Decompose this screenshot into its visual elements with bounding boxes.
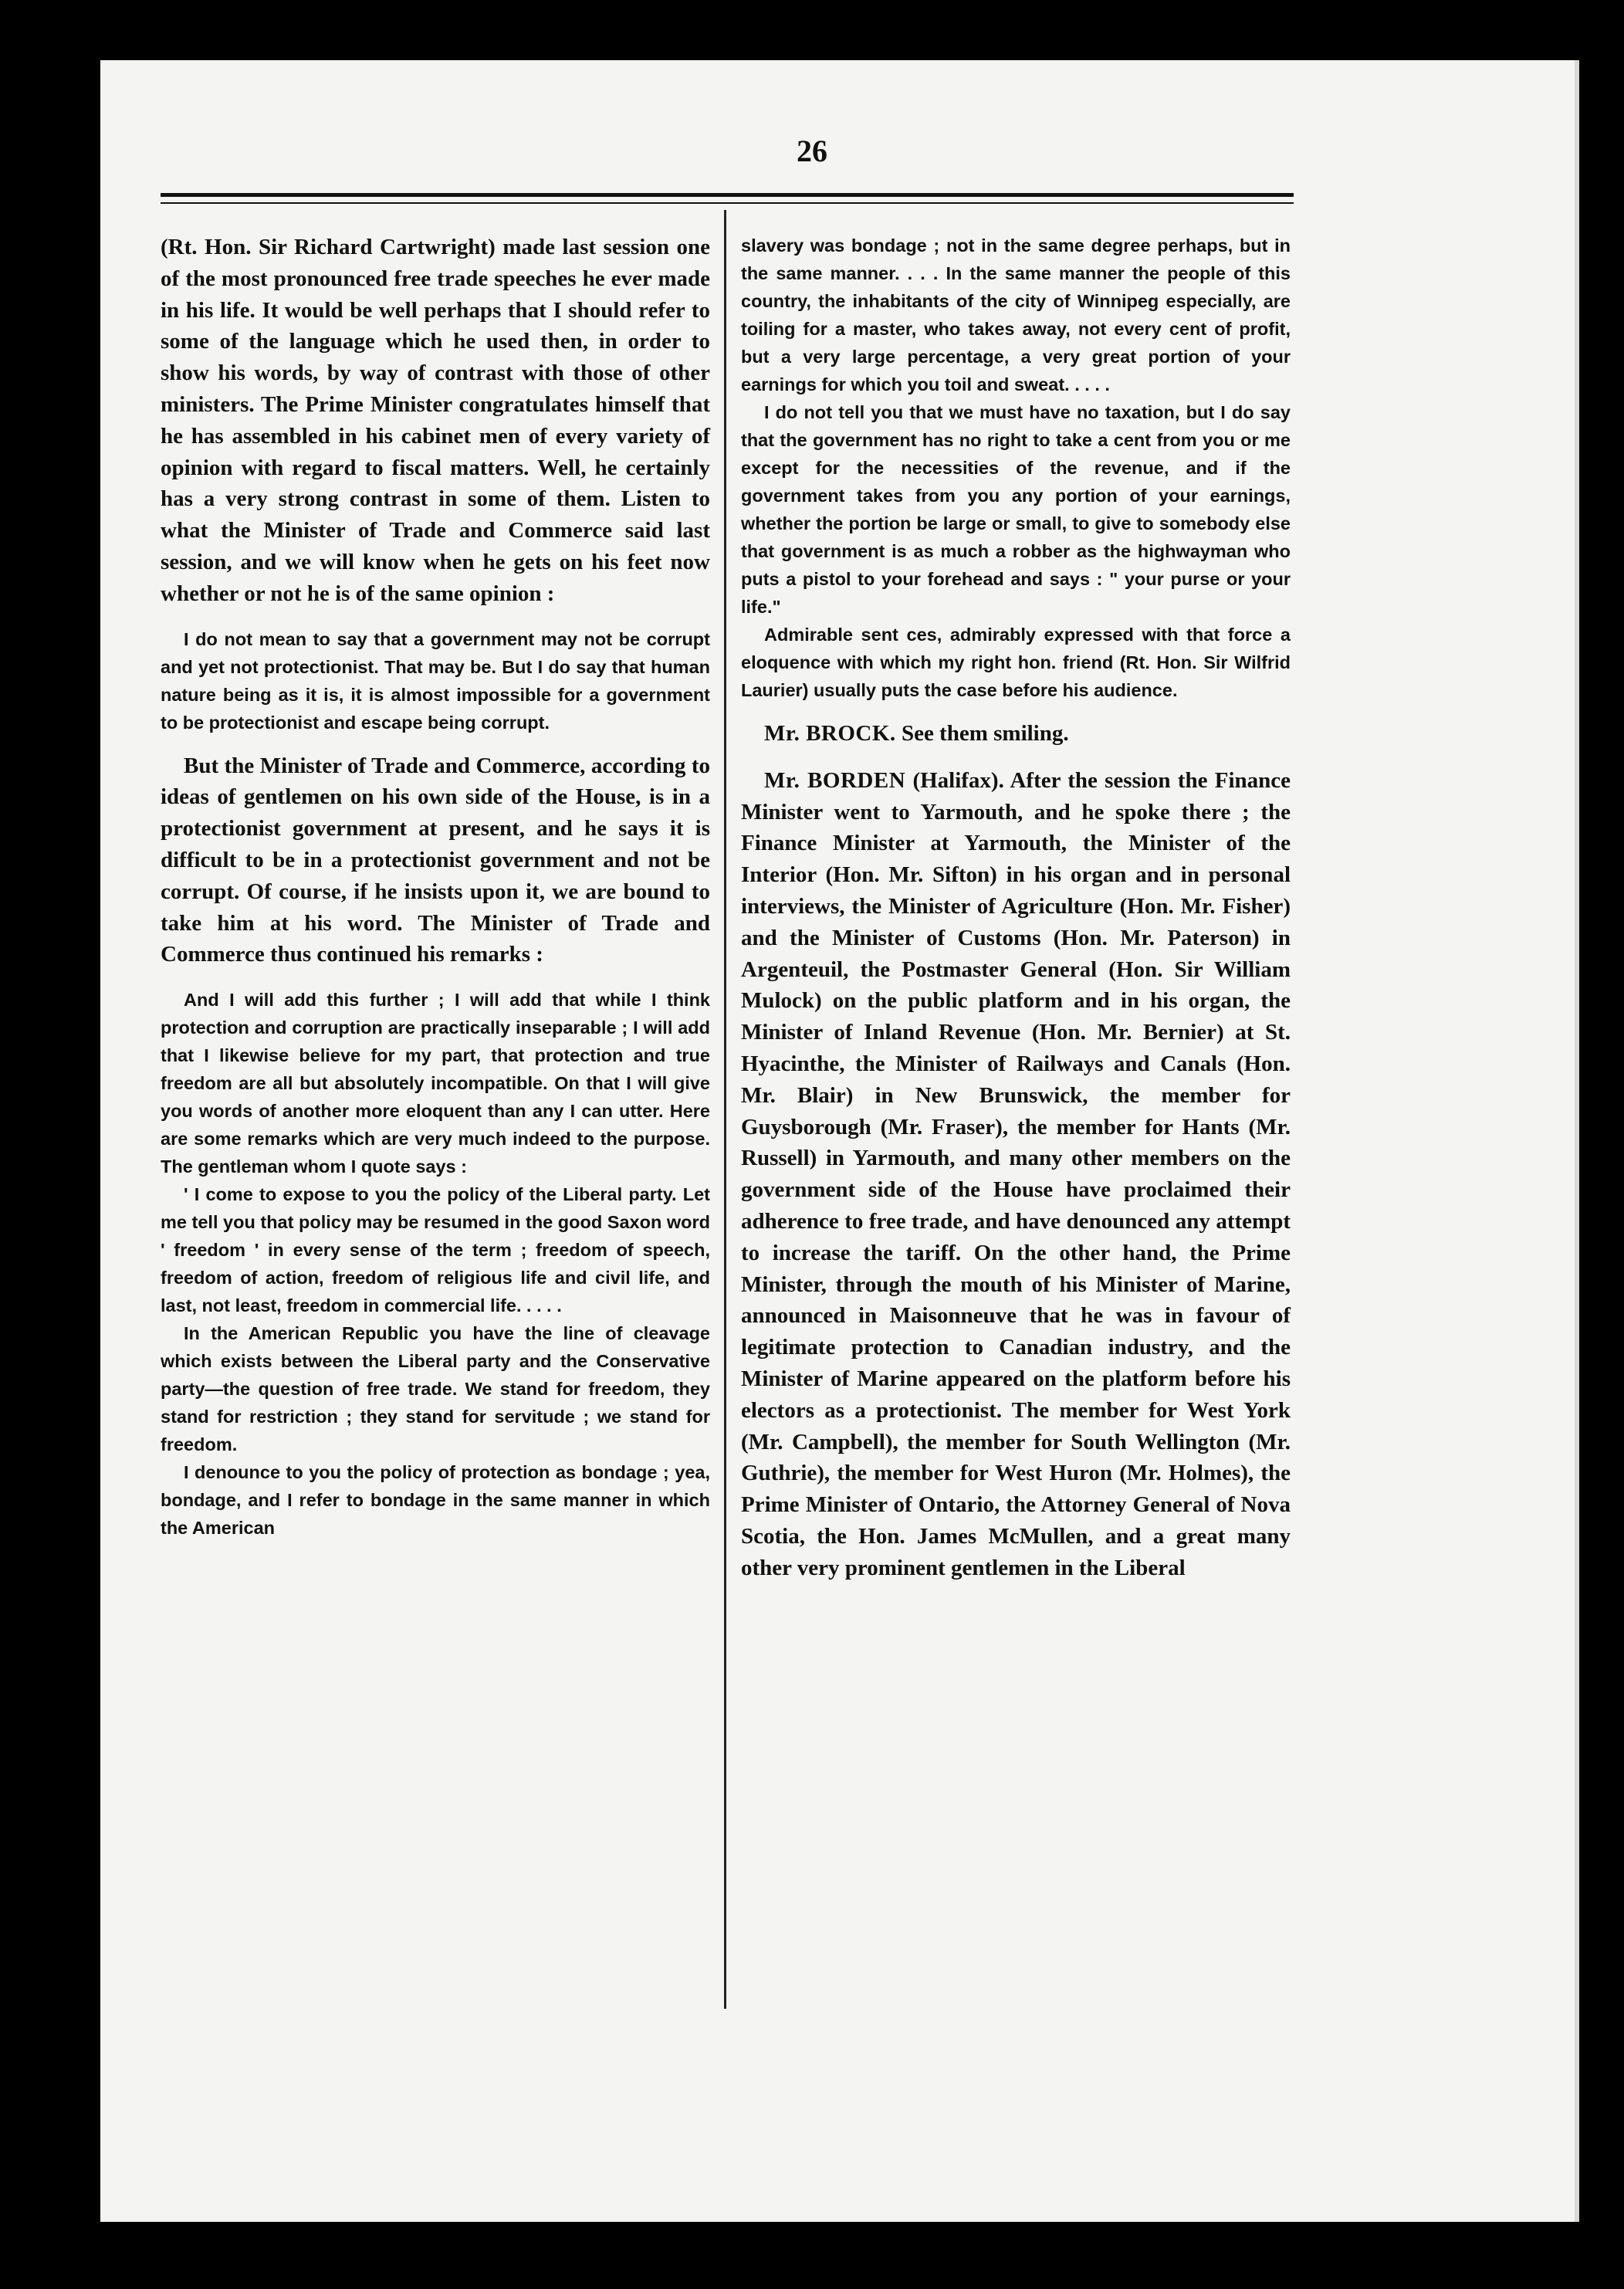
speech-text: See them smiling. bbox=[901, 721, 1069, 746]
speech-borden bbox=[741, 765, 1291, 1584]
quote-paragraph: ' I come to expose to you the policy of the Liberal party. Let me tell you that policy may be resumed in the good Saxon word ' freedom ' in every sense of the term ; freedom of speech, freedom of action, freedom of religious life and civil life, and last, not least, freedom in commercial life. . . . . bbox=[161, 1184, 710, 1316]
header-rule bbox=[161, 193, 1294, 197]
paragraph: (Rt. Hon. Sir Richard Cartwright) made last session one of the most pronounced free trade speeches he ever made in his life. It would be well perhaps that I should refer to some of the language which he used then, in order to show his words, by way of contrast with those of other ministers. The Prime Minister congratulates himself that he has assembled in his cabinet men of every variety of opinion with regard to fiscal matters. Well, he certainly has a very strong contrast in some of them. Listen to what the Minister of Trade and Commerce said last session, and we will know when he gets on his feet now whether or not he is of the same opinion : bbox=[161, 235, 710, 606]
quote-paragraph: Admirable sent ces, admirably expressed with that force a eloquence with which my right hon. friend (Rt. Hon. Sir Wilfrid Laurier) usually puts the case before his audience. bbox=[741, 625, 1291, 700]
speaker-name: Mr. BROCK. bbox=[764, 721, 896, 746]
column-divider bbox=[724, 210, 726, 2009]
page-edge bbox=[1575, 60, 1579, 2222]
block-quote bbox=[161, 986, 710, 1542]
quote-paragraph: I denounce to you the policy of protection as bondage ; yea, bondage, and I refer to bondage in the same manner in which the American bbox=[161, 1462, 710, 1539]
header-rule-thin bbox=[161, 202, 1294, 204]
page-number: 26 bbox=[797, 134, 827, 168]
paragraph: But the Minister of Trade and Commerce, according to ideas of gentlemen on his own side of the House, is in a protectionist government at present, and he says it is difficult to be in a protectionist government and not be corrupt. Of course, if he insists upon it, we are bound to take him at his word. The Minister of Trade and Commerce thus continued his remarks : bbox=[161, 753, 710, 967]
quote-paragraph: slavery was bondage ; not in the same degree perhaps, but in the same manner. . . . In the same manner the people of this country, the inhabitants of the city of Winnipeg especially, are toiling for a master, who takes away, not every cent of profit, but a very large percentage, a very great portion of your earnings for which you toil and sweat. . . . . bbox=[741, 235, 1291, 394]
quote-paragraph: In the American Republic you have the line of cleavage which exists between the Liberal party and the Conservative party—the question of free trade. We stand for freedom, they stand for restriction ; they stand for servitude ; we stand for freedom. bbox=[161, 1323, 710, 1455]
quote-paragraph: I do not tell you that we must have no taxation, but I do say that the government has no right to take a cent from you or me except for the necessities of the revenue, and if the government takes from you any portion of your earnings, whether the portion be large or small, to give to somebody else that government is as much a robber as the highwayman who puts a pistol to your forehead and says : " your purse or your life." bbox=[741, 402, 1291, 617]
block-quote bbox=[741, 232, 1291, 704]
quote-paragraph: I do not mean to say that a government may not be corrupt and yet not protectionist. That may be. But I do say that human nature being as it is, it is almost impossible for a government to be protectionist and escape being corrupt. bbox=[161, 628, 710, 733]
block-quote bbox=[161, 625, 710, 736]
speech-brock bbox=[741, 718, 1291, 750]
right-column bbox=[741, 232, 1291, 1600]
speaker-name: Mr. BORDEN bbox=[764, 767, 906, 793]
speech-text: (Halifax). After the session the Finance Minister went to Yarmouth, and he spoke there ; the Finance Minister at Yarmouth, the Minister of the Interior (Hon. Mr. Sifton) in his organ and in personal interviews, the Minister of Agriculture (Hon. Mr. Fisher) and the Minister of Customs (Hon. Mr. Paterson) in Argenteuil, the Postmaster General (Hon. Sir William Mulock) on the public platform and in his organ, the Minister of Inland Revenue (Hon. Mr. Bernier) at St. Hyacinthe, the Minister of Railways and Canals (Hon. Mr. Blair) in New Brunswick, the member for Guysborough (Mr. Fraser), the member for Hants (Mr. Russell) in Yarmouth, and many other members on the government side of the House have proclaimed their adherence to free trade, and have denounced any attempt to increase the tariff. On the other hand, the Prime Minister, through the mouth of his Minister of Marine, announced in Maisonneuve that he was in favour of legitimate protection to Canadian industry, and the Minister of Marine appeared on the platform before his electors as a protectionist. The member for West York (Mr. Campbell), the member for South Wellington (Mr. Guthrie), the member for West Huron (Mr. Holmes), the Prime Minister of Ontario, the Attorney General of Nova Scotia, the Hon. James McMullen, and a great many other very prominent gentlemen in the Liberal bbox=[741, 767, 1291, 1580]
quote-paragraph: And I will add this further ; I will add that while I think protection and corruption are practically inseparable ; I will add that I likewise believe for my part, that protection and true freedom are all but absolutely incompatible. On that I will give you words of another more eloquent than any I can utter. Here are some remarks which are very much indeed to the purpose. The gentleman whom I quote says : bbox=[161, 990, 710, 1177]
left-column bbox=[161, 232, 710, 1556]
